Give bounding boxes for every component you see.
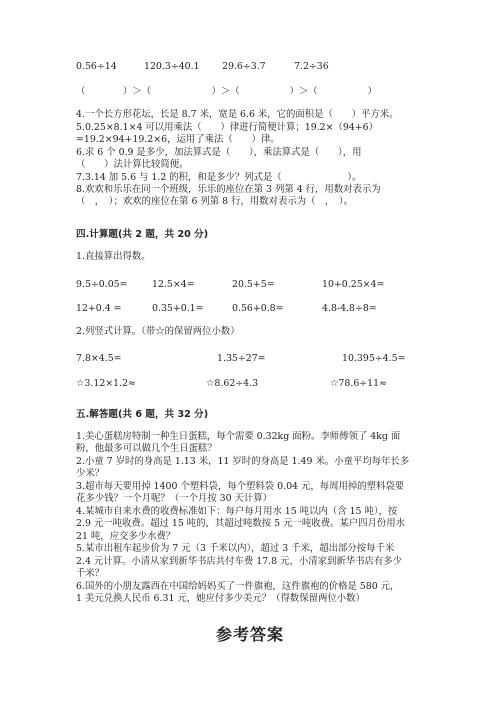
- question-6-line-2: （ ）法计算比较简便。: [76, 159, 189, 170]
- order-blank-4: ）: [330, 86, 377, 97]
- calc-2-3: 0.56+0.8=: [232, 303, 284, 314]
- word-problem-line: 6.国外的小朋友露西在中国给妈妈买了一件旗袍，这件旗袍的价格是 580 元，: [76, 581, 400, 592]
- answers-title: 参考答案: [215, 625, 284, 644]
- section-5-heading: 五.解答题(共 6 题，共 32 分): [76, 409, 209, 420]
- problem-3-1: 0.56÷14: [76, 61, 117, 72]
- vertical-calc-1: 7.8×4.5=: [76, 353, 122, 364]
- question-6-line-1: 6.求 6 个 0.9 是多少，加法算式是（ ），乘法算式是（ ），用: [76, 147, 362, 158]
- word-problem-line: 4.某城市自来水费的收费标准如下：每户每月用水 15 吨以内（含 15 吨），按: [76, 506, 398, 517]
- problem-3-4: 7.2÷36: [294, 61, 329, 72]
- vertical-calc-2: 1.35÷27=: [217, 353, 266, 364]
- calc-2-4: 4.8-4.8÷8=: [322, 303, 377, 314]
- calc-2-2: 0.35+0.1=: [152, 303, 204, 314]
- question-4: 4.一个长方形花坛，长是 8.7 米，宽是 6.6 米，它的面积是（ ）平方米。: [76, 109, 399, 120]
- calc-q2-label: 2.列竖式计算。（带☆的保留两位小数）: [76, 326, 240, 337]
- word-problem-line: 少米？: [76, 468, 105, 479]
- word-problem-line: 21 吨，应交多少水费？: [76, 531, 176, 542]
- vertical-calc-5: ☆8.62÷4.3: [206, 378, 259, 389]
- word-problem-line: 千米？: [76, 568, 105, 579]
- calc-q1-label: 1.直接算出得数。: [76, 251, 151, 262]
- order-blank-2: ）＞（: [174, 86, 240, 97]
- problem-3-3: 29.6÷3.7: [222, 61, 266, 72]
- word-problem-line: 5.某市出租车起步价为 7 元（3 千米以内），超过 3 千米，超出部分按每千米: [76, 543, 395, 554]
- word-problem-line: 2.4 元计算。小清从家到新华书店共付车费 17.8 元，小清家到新华书店有多少: [76, 556, 402, 567]
- section-4-heading: 四.计算题(共 2 题，共 20 分): [76, 229, 209, 240]
- vertical-calc-6: ☆78.6÷11≈: [330, 378, 387, 389]
- word-problem-line: 粉，他最多可以做几个生日蛋糕？: [76, 443, 217, 454]
- calc-1-4: 10+0.25×4=: [322, 279, 385, 290]
- word-problem-line: 1.美心蛋糕房特制一种生日蛋糕，每个需要 0.32kg 面粉。李师傅领了 4kg 面: [76, 431, 401, 442]
- calc-1-2: 12.5×4=: [152, 279, 195, 290]
- calc-1-3: 20.5+5=: [232, 279, 275, 290]
- word-problem-line: 1 美元兑换人民币 6.31 元，她应付多少美元？（得数保留两位小数）: [76, 593, 365, 604]
- question-8-line-1: 8.欢欢和乐乐在同一个班级，乐乐的座位在第 3 列第 4 行，用数对表示为: [76, 184, 381, 195]
- problem-3-2: 120.3÷40.1: [144, 61, 200, 72]
- question-7: 7.3.14 加 5.6 与 1.2 的积，和是多少？列式是（ ）。: [76, 172, 362, 183]
- word-problem-line: 3.超市每天要用掉 1400 个塑料袋，每个塑料袋 0.04 元，每周用掉的塑料袋要: [76, 481, 405, 492]
- word-problem-line: 2.9 元一吨收费。超过 15 吨的，其超过吨数按 5 元一吨收费。某户四月份用水: [76, 518, 405, 529]
- question-5-line-2: =19.2×94+19.2×6，运用了乘法（ ）律。: [76, 134, 280, 145]
- vertical-calc-4: ☆3.12×1.2≈: [76, 378, 136, 389]
- calc-1-1: 9.5÷0.05=: [76, 279, 128, 290]
- question-8-line-2: （ ， ）；欢欢的座位在第 6 列第 8 行，用数对表示为（ ， ）。: [76, 196, 353, 207]
- order-blank-1: （ ）＞（: [76, 86, 152, 97]
- question-5-line-1: 5.0.25×8.1×4 可以用乘法（ ）律进行简便计算；19.2×（94+6）: [76, 122, 378, 133]
- word-problem-line: 2.小童 7 岁时的身高是 1.13 米，11 岁时的身高是 1.49 米。小童平均每年长多: [76, 456, 410, 467]
- calc-2-1: 12+0.4 =: [76, 303, 122, 314]
- word-problem-line: 花多少钱？一个月呢？（一个月按 30 天计算）: [76, 493, 273, 504]
- order-blank-3: ）＞（: [252, 86, 318, 97]
- vertical-calc-3: 10.395÷4.5=: [342, 353, 406, 364]
